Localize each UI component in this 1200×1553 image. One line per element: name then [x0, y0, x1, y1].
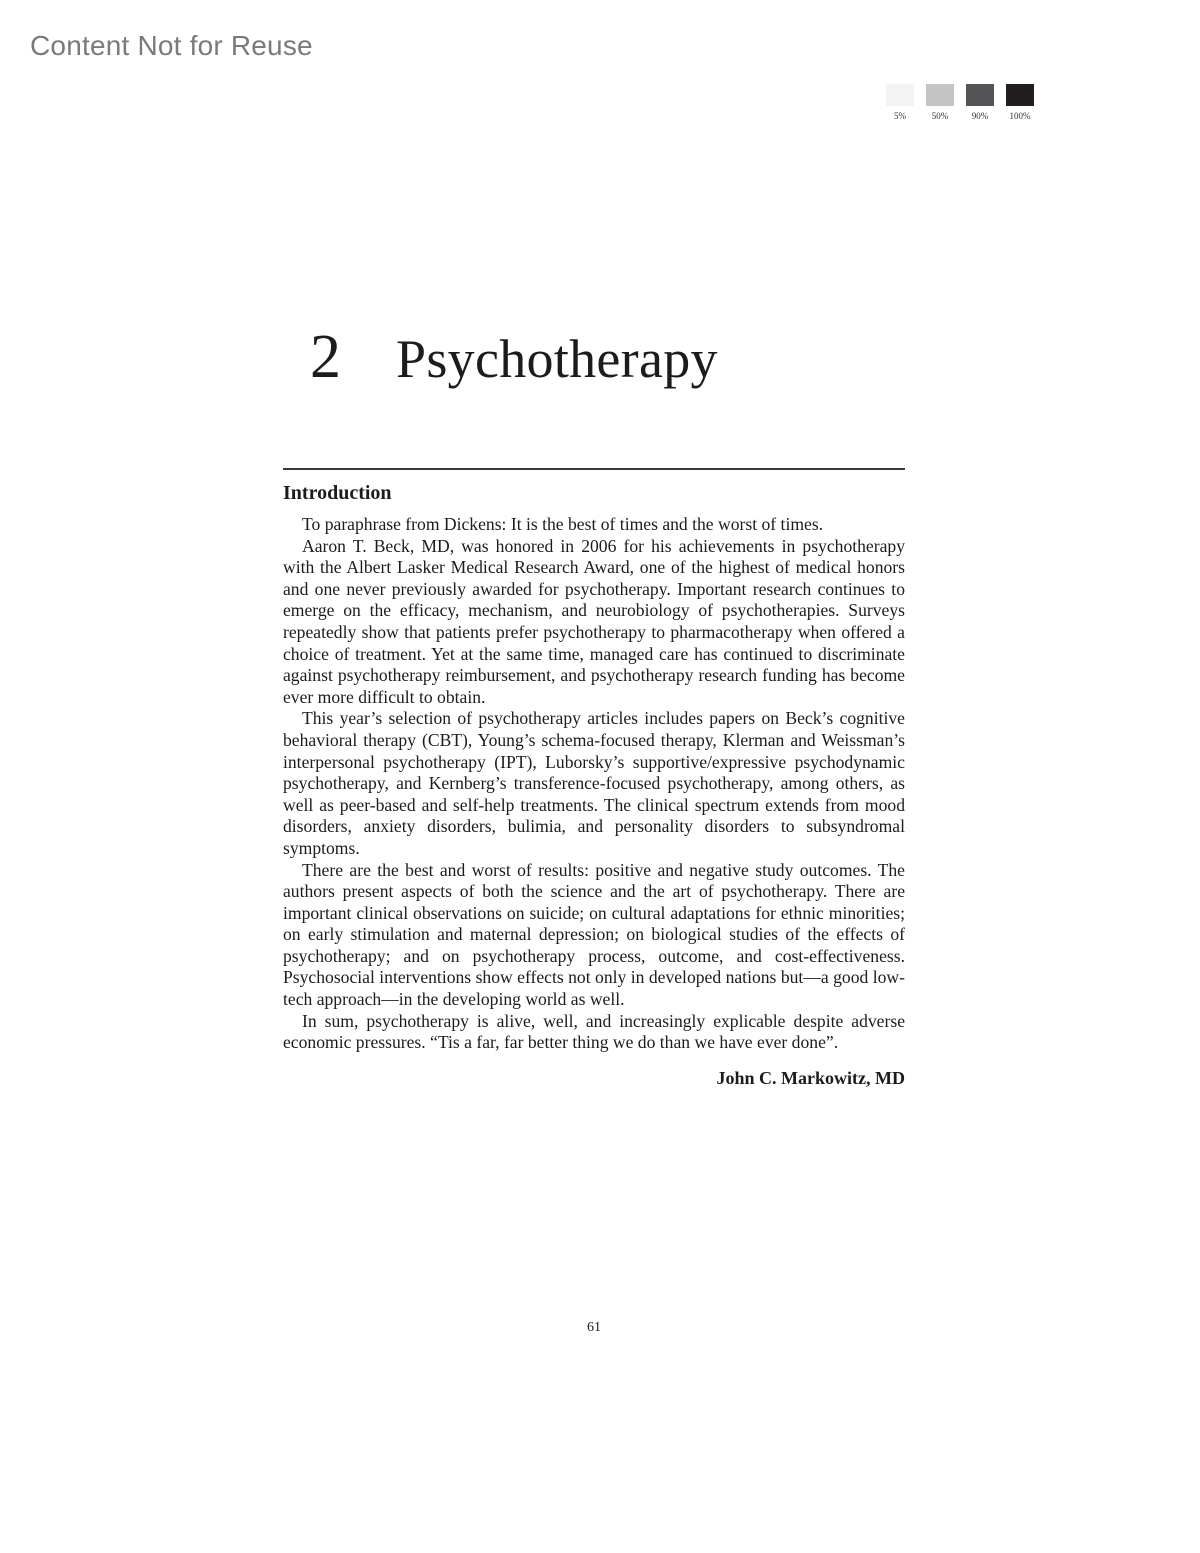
swatch-100 — [1006, 84, 1034, 121]
swatch-box-5 — [886, 84, 914, 106]
swatch-label-50: 50% — [931, 111, 949, 121]
swatch-label-90: 90% — [971, 111, 989, 121]
section-heading: Introduction — [283, 482, 392, 504]
paragraph-2: Aaron T. Beck, MD, was honored in 2006 for his achievements in psychotherapy with the Albert Lasker Medical Research Award, one of the highest of medical honors and one never previously awarded for psychotherapy. Important research continues to emerge on the efficacy, mechanism, and neurobiology of psychotherapies. Surveys repeatedly show that patients prefer psychotherapy to pharmacotherapy when offered a choice of treatment. Yet at the same time, managed care has continued to discriminate against psychotherapy reimbursement, and psychotherapy research funding has become ever more difficult to obtain. — [283, 535, 905, 707]
author-signature: John C. Markowitz, MD — [716, 1067, 905, 1088]
page-number: 61 — [587, 1320, 601, 1335]
chapter-title: Psychotherapy — [396, 329, 718, 389]
swatch-label-100: 100% — [1009, 111, 1031, 121]
chapter-heading — [310, 322, 718, 393]
paragraph-1: To paraphrase from Dickens: It is the best of times and the worst of times. — [302, 514, 824, 534]
swatch-90 — [966, 84, 994, 121]
section-divider — [283, 468, 905, 470]
watermark-text: Content Not for Reuse — [30, 30, 313, 61]
swatch-5 — [886, 84, 914, 121]
section-body — [283, 480, 905, 1089]
swatch-box-50 — [926, 84, 954, 106]
paragraph-5: In sum, psychotherapy is alive, well, and increasingly explicable despite adverse economic pressures. “Tis a far, far better thing we do than we have ever done”. — [283, 1010, 905, 1053]
paragraph-4: There are the best and worst of results: positive and negative study outcomes. The authors present aspects of both the science and the art of psychotherapy. There are important clinical observations on suicide; on cultural adaptations for ethnic minorities; on early stimulation and maternal depression; on biological studies of the effects of psychotherapy; and on psychotherapy process, outcome, and cost-effectiveness. Psychosocial interventions show effects not only in developed nations but—a good low-tech approach—in the developing world as well. — [283, 859, 905, 1010]
swatch-box-90 — [966, 84, 994, 106]
swatch-label-5: 5% — [894, 111, 906, 121]
swatch-box-100 — [1006, 84, 1034, 106]
paragraph-3: This year’s selection of psychotherapy articles includes papers on Beck’s cognitive behavioral therapy (CBT), Young’s schema-focused therapy, Klerman and Weissman’s interpersonal psychotherapy (IPT), Luborsky’s supportive/expressive psychodynamic psychotherapy, and Kernberg’s transference-focused psychotherapy, among others, as well as peer-based and self-help treatments. The clinical spectrum extends from mood disorders, anxiety disorders, bulimia, and personality disorders to subsyndromal symptoms. — [283, 708, 905, 858]
grayscale-swatches — [886, 84, 1034, 121]
swatch-50 — [926, 84, 954, 121]
chapter-number: 2 — [310, 323, 341, 391]
